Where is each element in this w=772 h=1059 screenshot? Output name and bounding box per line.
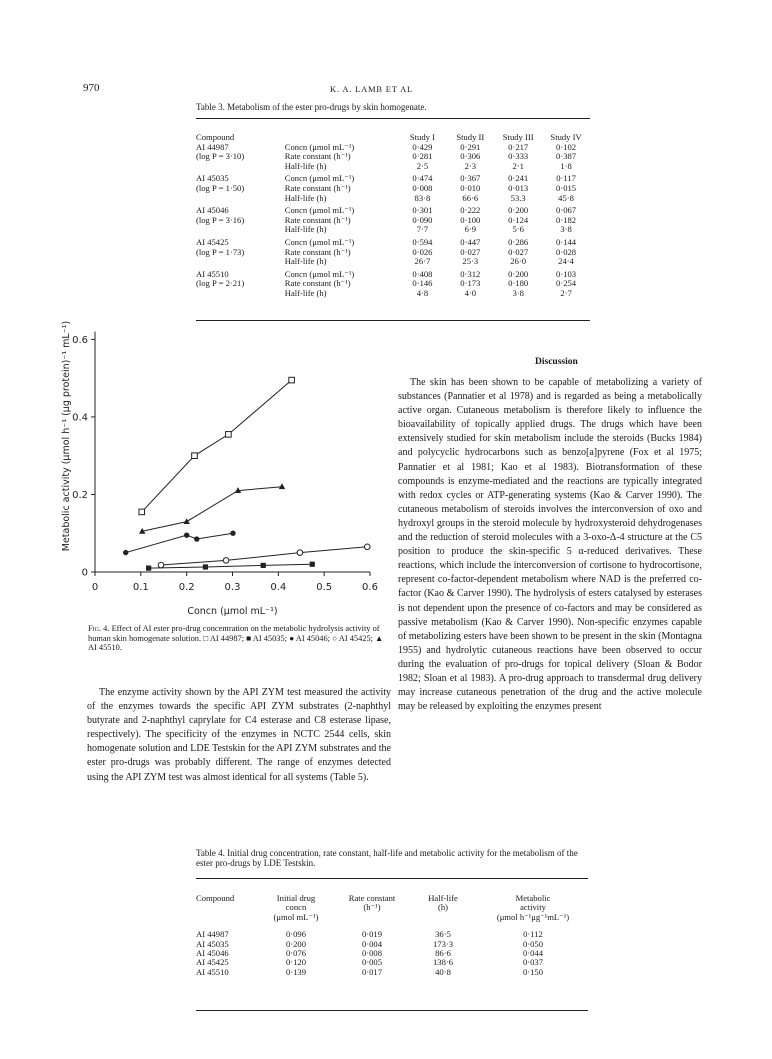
data-point — [230, 531, 235, 536]
table3-cell: 0·387 — [556, 151, 577, 162]
x-tick-label: 0.6 — [362, 582, 378, 593]
table3-cell: 0·241 — [508, 173, 529, 184]
table4-cell: 0·017 — [361, 966, 383, 977]
table3-row — [196, 143, 590, 153]
table3-group — [196, 143, 590, 172]
table3-cell: 0·010 — [460, 182, 481, 193]
table3-cell: 0·013 — [508, 182, 529, 193]
table3-header-study2: Study II — [456, 132, 485, 142]
x-tick-label: 0.4 — [270, 582, 287, 593]
x-tick-label: 0.5 — [316, 582, 333, 593]
table3-cell: 0·333 — [508, 151, 529, 162]
table4-header-cell: (h⁻¹) — [363, 902, 381, 913]
discussion-heading: Discussion — [535, 357, 578, 367]
table4-cell: 0·005 — [361, 957, 383, 968]
x-tick-label: 0.3 — [224, 582, 241, 593]
table3-caption: Table 3. Metabolism of the ester pro-drugs by skin homogenate. — [196, 102, 427, 112]
table4-cell: 0·008 — [361, 948, 383, 959]
table3-row — [196, 162, 590, 172]
y-tick-label: 0.6 — [72, 334, 88, 346]
table3-param: Concn (μmol mL⁻¹) — [284, 173, 355, 184]
table3-top-rule — [196, 118, 590, 119]
table3-cell: 6·9 — [464, 224, 477, 235]
table3-blank — [196, 162, 285, 172]
data-point — [289, 377, 295, 383]
table4-cell: 86·6 — [435, 948, 451, 959]
table3-body — [196, 143, 590, 299]
table3-cell: 7·7 — [416, 224, 429, 235]
table3-cell: 83·8 — [414, 192, 431, 203]
table3-header-compound: Compound — [196, 132, 235, 142]
left-paragraph: The enzyme activity shown by the API ZYM test measured the activity of the enzymes towards the specific API ZYM substrates (2-naphthyl butyrate and 2-naphthyl caprylate for C4 esterase and C8 esterase lipase, respectively). The specificity of the enzymes in NCTC 2544 cells, skin homogenate solution and LDE Testskin for the API ZYM substrates and the ester pro-drugs was probably different. The range of enzymes detected using the API ZYM test was almost identical for all systems (Table 5). — [87, 687, 391, 783]
table4-header-cell: Initial drug — [276, 893, 316, 903]
table3-cell: 0·103 — [556, 268, 577, 279]
data-point — [158, 562, 164, 568]
table3-cell: 3·8 — [560, 224, 572, 235]
table3-param: Rate constant (h⁻¹) — [284, 182, 351, 193]
table3-row — [196, 238, 590, 248]
table3-group — [196, 238, 590, 267]
series-line — [149, 564, 313, 568]
table3-logp: (log P = 1·73) — [196, 246, 245, 257]
table4-cell: AI 45046 — [196, 948, 229, 959]
table4-header-cell — [196, 903, 256, 912]
table4-header-row — [196, 913, 588, 922]
figure4-caption-label: Fig. 4. — [88, 624, 110, 633]
y-tick-label: 0.4 — [72, 412, 88, 424]
table3-param: Concn (μmol mL⁻¹) — [284, 236, 355, 247]
table4-cell: 36·5 — [435, 929, 451, 940]
table4-header-cell: Rate constant — [348, 893, 396, 903]
table3-cell: 0·124 — [508, 214, 529, 225]
table3-cell: 0·026 — [412, 246, 433, 257]
table3-cell: 0·173 — [460, 278, 481, 289]
x-axis-label: Concn (μmol mL⁻¹) — [187, 606, 278, 617]
table4-header-cell: concn — [285, 902, 307, 913]
table4-header-cell: Metabolic — [515, 893, 551, 903]
table3-cell: 2·1 — [512, 160, 524, 171]
table4-body — [196, 930, 588, 977]
data-point — [310, 562, 315, 567]
table3-cell: 3·8 — [512, 287, 524, 298]
table3-cell: 1·8 — [560, 160, 572, 171]
table3-param: Rate constant (h⁻¹) — [284, 214, 351, 225]
table4-header-cell: (μmol h⁻¹μg⁻¹mL⁻¹) — [496, 911, 570, 922]
series-line — [142, 380, 292, 512]
table3-cell: 0·182 — [556, 214, 577, 225]
table4-header-cell: Compound — [196, 893, 235, 903]
table3-param: Concn (μmol mL⁻¹) — [284, 268, 355, 279]
table4-cell: 138·6 — [432, 957, 454, 968]
table3-compound: AI 45046 — [196, 205, 229, 216]
table3-row — [196, 257, 590, 267]
table3-logp: (log P = 3·10) — [196, 151, 245, 162]
table3-cell: 0·474 — [412, 173, 433, 184]
figure4-caption-text: Effect of AI ester pro-drug concentration on the metabolic hydrolysis activity of human skin homogenate solution. □ AI 44987; ■ AI 45035; ● AI 45046; ○ AI 45425; ▲ AI 45510. — [88, 624, 384, 653]
table3-row — [196, 279, 590, 289]
series-line — [142, 487, 282, 532]
table3-group — [196, 174, 590, 203]
table3-param: Rate constant (h⁻¹) — [284, 278, 351, 289]
table4-cell: 0·044 — [522, 948, 544, 959]
page-number: 970 — [83, 82, 100, 94]
table3-blank — [196, 225, 285, 235]
table3-cell: 66·6 — [462, 192, 479, 203]
data-point — [364, 544, 370, 550]
discussion-paragraph: The skin has been shown to be capable of metabolizing a variety of substances (Pannatier et al 1978) and is regarded as being a metabolically active organ. Cutaneous metabolism is therefore likely to influence the bioavailability of topically applied drugs. The drugs which have been extensively studied for skin metabolism include the steroids (Bucks 1984) and polycyclic hydrocarbons such as benzo[a]pyrene (Fox et al 1975; Pannatier et al 1981; Kao et al 1983). Biotransformation of these compounds is enzyme-mediated and the reactions are typically integrated with redox cycles or ATP-generating systems (Kao & Carver 1990). The cutaneous metabolism of steroids involves the interconversion of oxo and hydroxyl groups in the steroid molecule by hydroxysteroid dehydrogenases and the reduction of steroid molecules with a 3-oxo-Δ-4 structure at the C5 position to produce the skin-specific 5 α-reduced derivatives. These reactions, which include the interconversion of cortisone to hydrocortisone, represent co-factor-dependent metabolism where NAD is the preferred co-factor (Kao & Carver 1990). The hydrolysis of esters catalysed by esterases is not dependent upon the presence of co-factors and may be considered as passive metabolism (Kao & Carver 1990). Non-specific enzymes capable of metabolizing esters have been shown to be present in the skin (Montagna 1955) and hydrolytic cutaneous reactions have been observed to occur during the evaluation of pro-drugs for topical delivery (Sloan & Bodor 1982; Sloan et al 1983). A pro-drug approach to transdermal drug delivery may increase cutaneous penetration of the drug and the active molecule may be released by exploiting the enzymes present — [398, 377, 702, 713]
figure4-caption — [88, 624, 386, 653]
table4-cell: 0·037 — [522, 957, 544, 968]
table3-cell: 53.3 — [510, 192, 526, 203]
table4-cell: 0·076 — [285, 948, 307, 959]
data-point — [146, 566, 151, 571]
table3-cell: 0·286 — [508, 236, 529, 247]
table3-cell: 0·102 — [556, 141, 577, 152]
data-point — [226, 432, 232, 438]
data-point — [194, 536, 199, 541]
table3-cell: 0·146 — [412, 278, 433, 289]
table3-param: Half-life (h) — [284, 287, 327, 298]
y-tick-label: 0.2 — [72, 489, 88, 501]
y-axis-label: Metabolic activity (μmol h⁻¹ (μg protein)⁻¹ mL⁻¹) — [61, 320, 72, 552]
x-tick-label: 0 — [91, 582, 99, 593]
table3-param: Half-life (h) — [284, 160, 327, 171]
table4-cell: 0·139 — [285, 966, 307, 977]
left-column-text — [87, 686, 391, 785]
table4-cell: 0·200 — [285, 938, 307, 949]
table3-row — [196, 248, 590, 258]
series-line — [126, 533, 233, 552]
table3-cell: 0·254 — [556, 278, 577, 289]
table3-cell: 26·7 — [414, 256, 431, 267]
table3-param: Half-life (h) — [284, 256, 327, 267]
running-head: K. A. LAMB ET AL — [330, 84, 414, 94]
table3-param: Half-life (h) — [284, 224, 327, 235]
table3-logp: (log P = 3·16) — [196, 214, 245, 225]
table4-cell: 0·019 — [361, 929, 383, 940]
table3-cell: 0·028 — [556, 246, 577, 257]
table3-cell: 0·027 — [460, 246, 481, 257]
table4-header-cell — [336, 913, 408, 922]
table4-header-cell: (μmol mL⁻¹) — [273, 911, 319, 922]
table3-row — [196, 174, 590, 184]
table3-cell: 2·3 — [464, 160, 477, 171]
table3-cell: 0·594 — [412, 236, 433, 247]
table4-cell: AI 44987 — [196, 929, 229, 940]
table3-blank — [196, 257, 285, 267]
table4-row — [196, 968, 588, 977]
table3-group — [196, 270, 590, 299]
table3-cell: 0·291 — [460, 141, 481, 152]
table3-cell: 0·015 — [556, 182, 577, 193]
table3-cell: 2·5 — [416, 160, 429, 171]
table4-header-cell: (h) — [437, 902, 449, 913]
table4-caption: Table 4. Initial drug concentration, rate constant, half-life and metabolic activity for the metabolism of the ester pro-drugs by LDE Testskin. — [196, 848, 578, 868]
table3-cell: 0·117 — [556, 173, 576, 184]
table3-header-study4: Study IV — [550, 132, 582, 142]
series-line — [161, 547, 367, 565]
table3-compound: AI 45035 — [196, 173, 229, 184]
y-tick-label: 0 — [81, 567, 88, 579]
table3-cell: 0·180 — [508, 278, 529, 289]
table3-param: Rate constant (h⁻¹) — [284, 246, 351, 257]
table4-bottom-rule — [196, 1010, 588, 1011]
table3-cell: 0·200 — [508, 268, 529, 279]
table3-cell: 4·8 — [416, 287, 429, 298]
table3-row — [196, 270, 590, 280]
data-point — [139, 509, 145, 515]
table3-compound: AI 45510 — [196, 268, 229, 279]
table3-header-study1: Study I — [409, 132, 435, 142]
table3-logp: (log P = 2·21) — [196, 278, 245, 289]
data-point — [183, 518, 189, 524]
table3-cell: 0·008 — [412, 182, 433, 193]
data-point — [192, 453, 198, 459]
table3-cell: 0·281 — [412, 151, 433, 162]
table4-cell: 0·096 — [285, 929, 307, 940]
table4-cell: AI 45425 — [196, 957, 229, 968]
table3-blank — [196, 194, 285, 204]
table3-compound: AI 45425 — [196, 236, 229, 247]
table3-cell: 2·7 — [560, 287, 572, 298]
table4 — [196, 894, 588, 977]
table3-cell: 0·429 — [412, 141, 433, 152]
table4-cell: 40·8 — [435, 966, 451, 977]
table3-param: Concn (μmol mL⁻¹) — [284, 141, 355, 152]
table3-cell: 0·200 — [508, 205, 529, 216]
table3-param: Half-life (h) — [284, 192, 327, 203]
table3-cell: 45·8 — [558, 192, 574, 203]
table3-row — [196, 225, 590, 235]
table4-cell: 0·112 — [523, 929, 543, 940]
table3-cell: 0·447 — [460, 236, 481, 247]
table3-row — [196, 184, 590, 194]
table3-cell: 0·301 — [412, 205, 433, 216]
table3-cell: 4·0 — [464, 287, 477, 298]
table3-cell: 0·367 — [460, 173, 481, 184]
table3 — [196, 133, 590, 302]
data-point — [123, 550, 128, 555]
table3-header-row — [196, 133, 590, 143]
discussion-text — [398, 376, 702, 714]
table3-cell: 0·312 — [460, 268, 481, 279]
table3-cell: 0·217 — [508, 141, 529, 152]
table4-header-cell — [196, 913, 256, 922]
table4-cell: AI 45035 — [196, 938, 229, 949]
table3-cell: 24·4 — [558, 256, 574, 267]
table3-cell: 0·027 — [508, 246, 529, 257]
table4-top-rule — [196, 878, 588, 879]
data-point — [297, 550, 303, 556]
x-tick-label: 0.2 — [178, 582, 195, 593]
table3-row — [196, 194, 590, 204]
table3-cell: 25·3 — [462, 256, 479, 267]
table3-param: Rate constant (h⁻¹) — [284, 151, 351, 162]
table3-row — [196, 206, 590, 216]
table3-param: Concn (μmol mL⁻¹) — [284, 205, 355, 216]
table3-row — [196, 152, 590, 162]
table4-cell: 0·004 — [361, 938, 383, 949]
table4-header-cell: Half-life — [428, 893, 458, 903]
table4-cell: 0·120 — [285, 957, 307, 968]
table4-cell: 0·050 — [522, 938, 544, 949]
table3-cell: 0·306 — [460, 151, 481, 162]
table4-cell: AI 45510 — [196, 966, 229, 977]
table4-cell: 173·3 — [432, 938, 454, 949]
table4-header-cell: activity — [520, 902, 546, 913]
table4-header-cell — [408, 913, 478, 922]
table3-compound: AI 44987 — [196, 141, 229, 152]
table3-group — [196, 206, 590, 235]
x-tick-label: 0.1 — [132, 582, 149, 593]
data-point — [203, 564, 208, 569]
data-point — [279, 483, 285, 489]
table3-cell: 0·222 — [460, 205, 481, 216]
table3-cell: 0·067 — [556, 205, 577, 216]
table3-row — [196, 216, 590, 226]
chart-svg — [55, 300, 390, 620]
table3-header-study3: Study III — [502, 132, 534, 142]
table3-row — [196, 289, 590, 299]
table4-head — [196, 894, 588, 930]
table4-cell: 0·150 — [522, 966, 544, 977]
data-point — [184, 532, 189, 537]
table3-blank — [196, 289, 285, 299]
table3-cell: 26·0 — [510, 256, 527, 267]
table3-cell: 0·408 — [412, 268, 433, 279]
table3-cell: 0·090 — [412, 214, 433, 225]
table3-cell: 0·100 — [460, 214, 481, 225]
data-point — [261, 563, 266, 568]
figure4-chart — [55, 300, 390, 620]
data-point — [223, 558, 229, 564]
table3-cell: 0·144 — [556, 236, 577, 247]
table3-logp: (log P = 1·50) — [196, 182, 245, 193]
table3-cell: 5·6 — [512, 224, 524, 235]
